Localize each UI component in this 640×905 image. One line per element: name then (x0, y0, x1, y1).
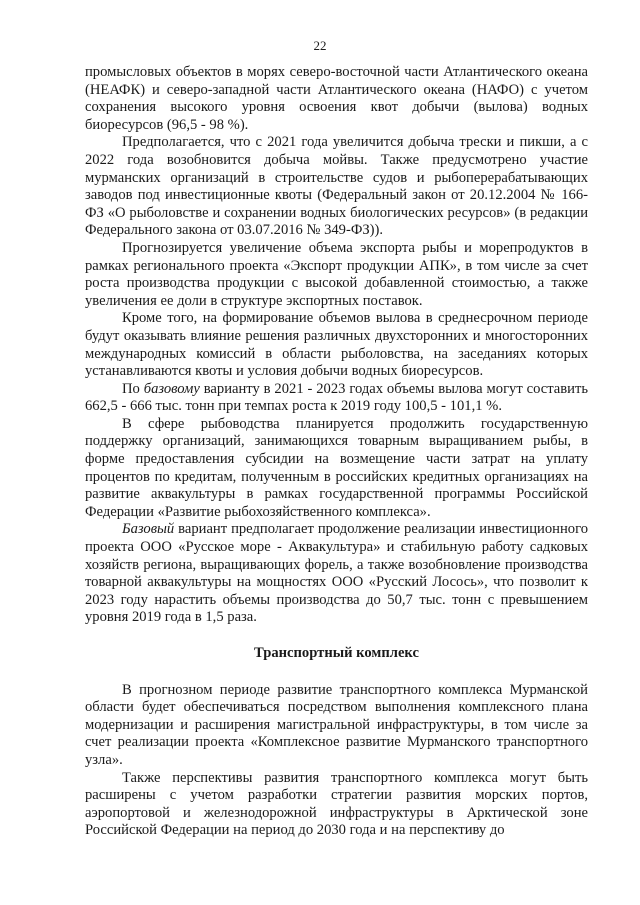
paragraph-5-emphasis: базовому (143, 380, 200, 397)
paragraph-4: Кроме того, на формирование объемов вылова в среднесрочном периоде будут оказывать влияние решения различных двухсторонних и многосторонних международных комиссий в области рыболовства, на заседаниях которых устанавливаются квоты и условия добычи водных биоресурсов. (85, 310, 588, 380)
paragraph-2: Предполагается, что с 2021 года увеличится добыча трески и пикши, а с 2022 года возобновится добыча мойвы. Также предусмотрено участие мурманских организаций в строительстве судов и рыбоперерабатывающих заводов под инвестиционные квоты (Федеральный закон от 20.12.2004 № 166-ФЗ «О рыболовстве и сохранении водных биологических ресурсов» (в редакции Федерального закона от 03.07.2016 № 349-ФЗ)). (85, 134, 588, 239)
paragraph-7-rest: вариант предполагает продолжение реализации инвестиционного проекта ООО «Русское море - Аквакультура» и стабильную работу садковых хозяйств региона, выращивающих форель, а также возобновление производства товарной аквакультуры на мощностях ООО «Русский Лосось», что позволит к 2023 году нарастить объемы производства до 50,7 тыс. тонн с превышением уровня 2019 года в 1,5 раза. (85, 521, 588, 626)
page-number: 22 (313, 38, 327, 53)
section-title: Транспортный комплекс (254, 645, 419, 661)
paragraph-5-lead: По (122, 380, 144, 397)
paragraph-7 (85, 521, 588, 627)
paragraph-1: промысловых объектов в морях северо-восточной части Атлантического океана (НЕАФК) и северо-западной части Атлантического океана (НАФО) с учетом сохранения высокого уровня освоения квот добычи (вылова) водных биоресурсов (96,5 - 98 %). (85, 64, 588, 133)
paragraph-5-rest: варианту в 2021 - 2023 годах объемы вылова могут составить 662,5 - 666 тыс. тонн при темпах роста к 2019 году 100,5 - 101,1 %. (85, 380, 588, 415)
paragraph-7-emphasis: Базовый (122, 521, 175, 538)
paragraph-5 (85, 381, 588, 416)
paragraph-9: Также перспективы развития транспортного комплекса могут быть расширены с учетом разработки стратегии развития морских портов, аэропортовой и железнодорожной инфраструктуры в Арктической зоне Российской Федерации на период до 2030 года и на перспективу до (85, 769, 588, 839)
paragraph-3: Прогнозируется увеличение объема экспорта рыбы и морепродуктов в рамках регионального проекта «Экспорт продукции АПК», в том числе за счет роста производства продукции с высокой добавленной стоимостью, а также увеличения ее доли в структуре экспортных поставок. (85, 239, 588, 309)
paragraph-8: В прогнозном периоде развитие транспортного комплекса Мурманской области будет обеспечиваться посредством выполнения комплексного плана модернизации и расширения магистральной инфраструктуры, в том числе за счет реализации проекта «Комплексное развитие Мурманского транспортного узла». (85, 681, 588, 768)
document-body (85, 64, 588, 840)
paragraph-6: В сфере рыбоводства планируется продолжить государственную поддержку организаций, занимающихся товарным выращиванием рыбы, в форме предоставления субсидии на возмещение части затрат на уплату процентов по кредитам, полученным в российских кредитных организациях на развитие аквакультуры в рамках государственной программы Российской Федерации «Развитие рыбохозяйственного комплекса». (85, 415, 588, 520)
